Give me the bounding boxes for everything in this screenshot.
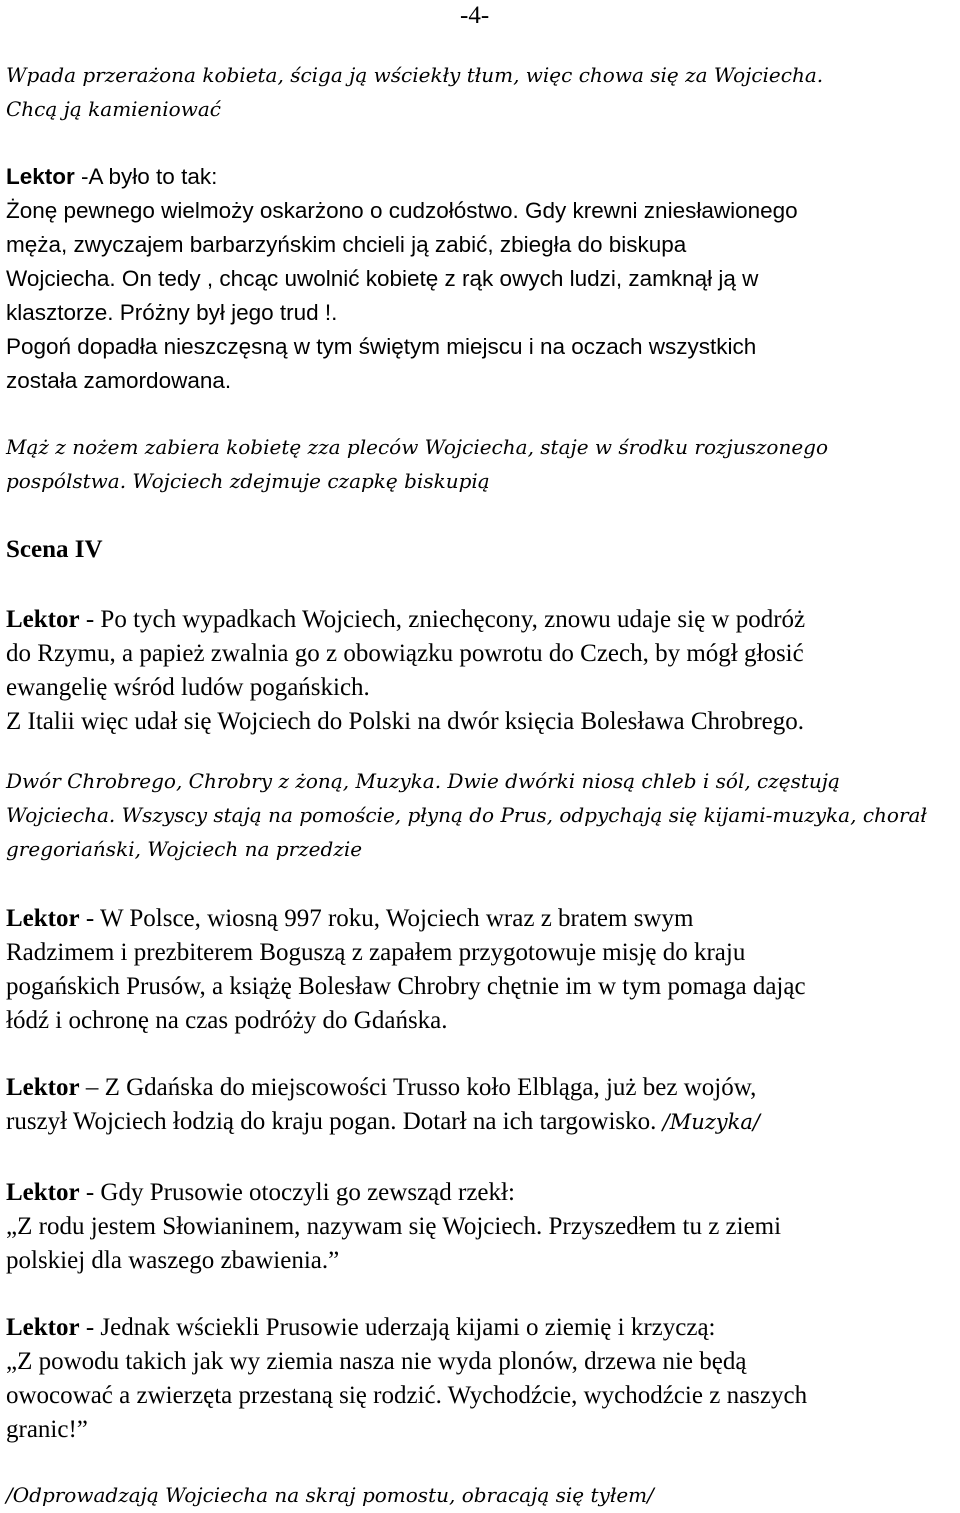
speaker-label: Lektor (6, 164, 75, 189)
paragraph-line: polskiej dla waszego zbawienia.” (6, 1247, 340, 1274)
paragraph-line: Z Italii więc udał się Wojciech do Polski na dwór księcia Bolesława Chrobrego. (6, 708, 805, 735)
paragraph-line: ewangelię wśród ludów pogańskich. (6, 674, 370, 701)
page-number: -4- (460, 2, 490, 29)
paragraph-line: „Z rodu jestem Słowianinem, nazywam się Wojciech. Przyszedłem tu z ziemi (6, 1213, 782, 1240)
paragraph-line: Lektor - W Polsce, wiosną 997 roku, Wojciech wraz z bratem swym (6, 905, 694, 932)
paragraph-line: do Rzymu, a papież zwalnia go z obowiązku powrotu do Czech, by mógł głosić (6, 640, 804, 667)
scene-heading: Scena IV (6, 536, 103, 563)
stage-direction-line: /Odprowadzają Wojciecha na skraj pomostu, obracają się tyłem/ (6, 1483, 654, 1507)
stage-direction-1 (6, 58, 956, 126)
paragraph-line: Radzimem i prezbiterem Boguszą z zapałem przygotowuje misję do kraju (6, 939, 746, 966)
narrator-paragraph-1 (6, 160, 956, 398)
paragraph-line: została zamordowana. (6, 368, 232, 393)
paragraph-line: klasztorze. Próżny był jego trud !. (6, 300, 338, 325)
stage-direction-line: Mąż z nożem zabiera kobietę zza pleców Wojciecha, staje w środku rozjuszonego (6, 435, 829, 459)
narrator-paragraph-6 (6, 1311, 956, 1447)
stage-direction-4 (6, 1478, 956, 1512)
stage-direction-line: pospólstwa. Wojciech zdejmuje czapkę biskupią (6, 469, 490, 493)
paragraph-line: Wojciecha. On tedy , chcąc uwolnić kobietę z rąk owych ludzi, zamknął ją w (6, 266, 759, 291)
stage-direction-line: Chcą ją kamieniować (6, 97, 221, 121)
narrator-paragraph-5 (6, 1176, 956, 1278)
paragraph-line: ruszył Wojciech łodzią do kraju pogan. Dotarł na ich targowisko. /Muzyka/ (6, 1108, 760, 1135)
paragraph-line: Pogoń dopadła nieszczęsną w tym świętym miejscu i na oczach wszystkich (6, 334, 757, 359)
narrator-paragraph-4 (6, 1071, 956, 1139)
paragraph-line: Lektor - Jednak wściekli Prusowie uderzają kijami o ziemię i krzyczą: (6, 1314, 716, 1341)
paragraph-line: „Z powodu takich jak wy ziemia nasza nie wyda plonów, drzewa nie będą (6, 1348, 747, 1375)
paragraph-line: Żonę pewnego wielmoży oskarżono o cudzołóstwo. Gdy krewni zniesławionego (6, 198, 798, 223)
stage-direction-line: Dwór Chrobrego, Chrobry z żoną, Muzyka. Dwie dwórki niosą chleb i sól, częstują (6, 769, 840, 793)
paragraph-line: Lektor - Po tych wypadkach Wojciech, zniechęcony, znowu udaje się w podróż (6, 606, 806, 633)
speaker-label: Lektor (6, 905, 80, 932)
narrator-paragraph-3 (6, 902, 956, 1038)
paragraph-line: Lektor – Z Gdańska do miejscowości Trusso koło Elbląga, już bez wojów, (6, 1074, 757, 1101)
speaker-label: Lektor (6, 1074, 80, 1101)
speaker-label: Lektor (6, 606, 80, 633)
stage-direction-line: Wpada przerażona kobieta, ściga ją wściekły tłum, więc chowa się za Wojciecha. (6, 63, 824, 87)
paragraph-line: Lektor - Gdy Prusowie otoczyli go zewsząd rzekł: (6, 1179, 515, 1206)
speaker-label: Lektor (6, 1179, 80, 1206)
paragraph-line: Lektor -A było to tak: (6, 164, 218, 189)
narrator-paragraph-2 (6, 603, 956, 739)
speaker-label: Lektor (6, 1314, 80, 1341)
paragraph-line: pogańskich Prusów, a książę Bolesław Chrobry chętnie im w tym pomaga dając (6, 973, 806, 1000)
paragraph-line: granic!” (6, 1416, 88, 1443)
music-cue: /Muzyka/ (662, 1110, 760, 1134)
stage-direction-3 (6, 764, 956, 866)
paragraph-line: owocować a zwierzęta przestaną się rodzić. Wychodźcie, wychodźcie z naszych (6, 1382, 808, 1409)
stage-direction-line: Wojciecha. Wszyscy stają na pomoście, płyną do Prus, odpychają się kijami-muzyka, chorał (6, 803, 927, 827)
paragraph-line: łódź i ochronę na czas podróży do Gdańska. (6, 1007, 448, 1034)
stage-direction-2 (6, 430, 956, 498)
paragraph-line: męża, zwyczajem barbarzyńskim chcieli ją zabić, zbiegła do biskupa (6, 232, 687, 257)
stage-direction-line: gregoriański, Wojciech na przedzie (6, 837, 363, 861)
